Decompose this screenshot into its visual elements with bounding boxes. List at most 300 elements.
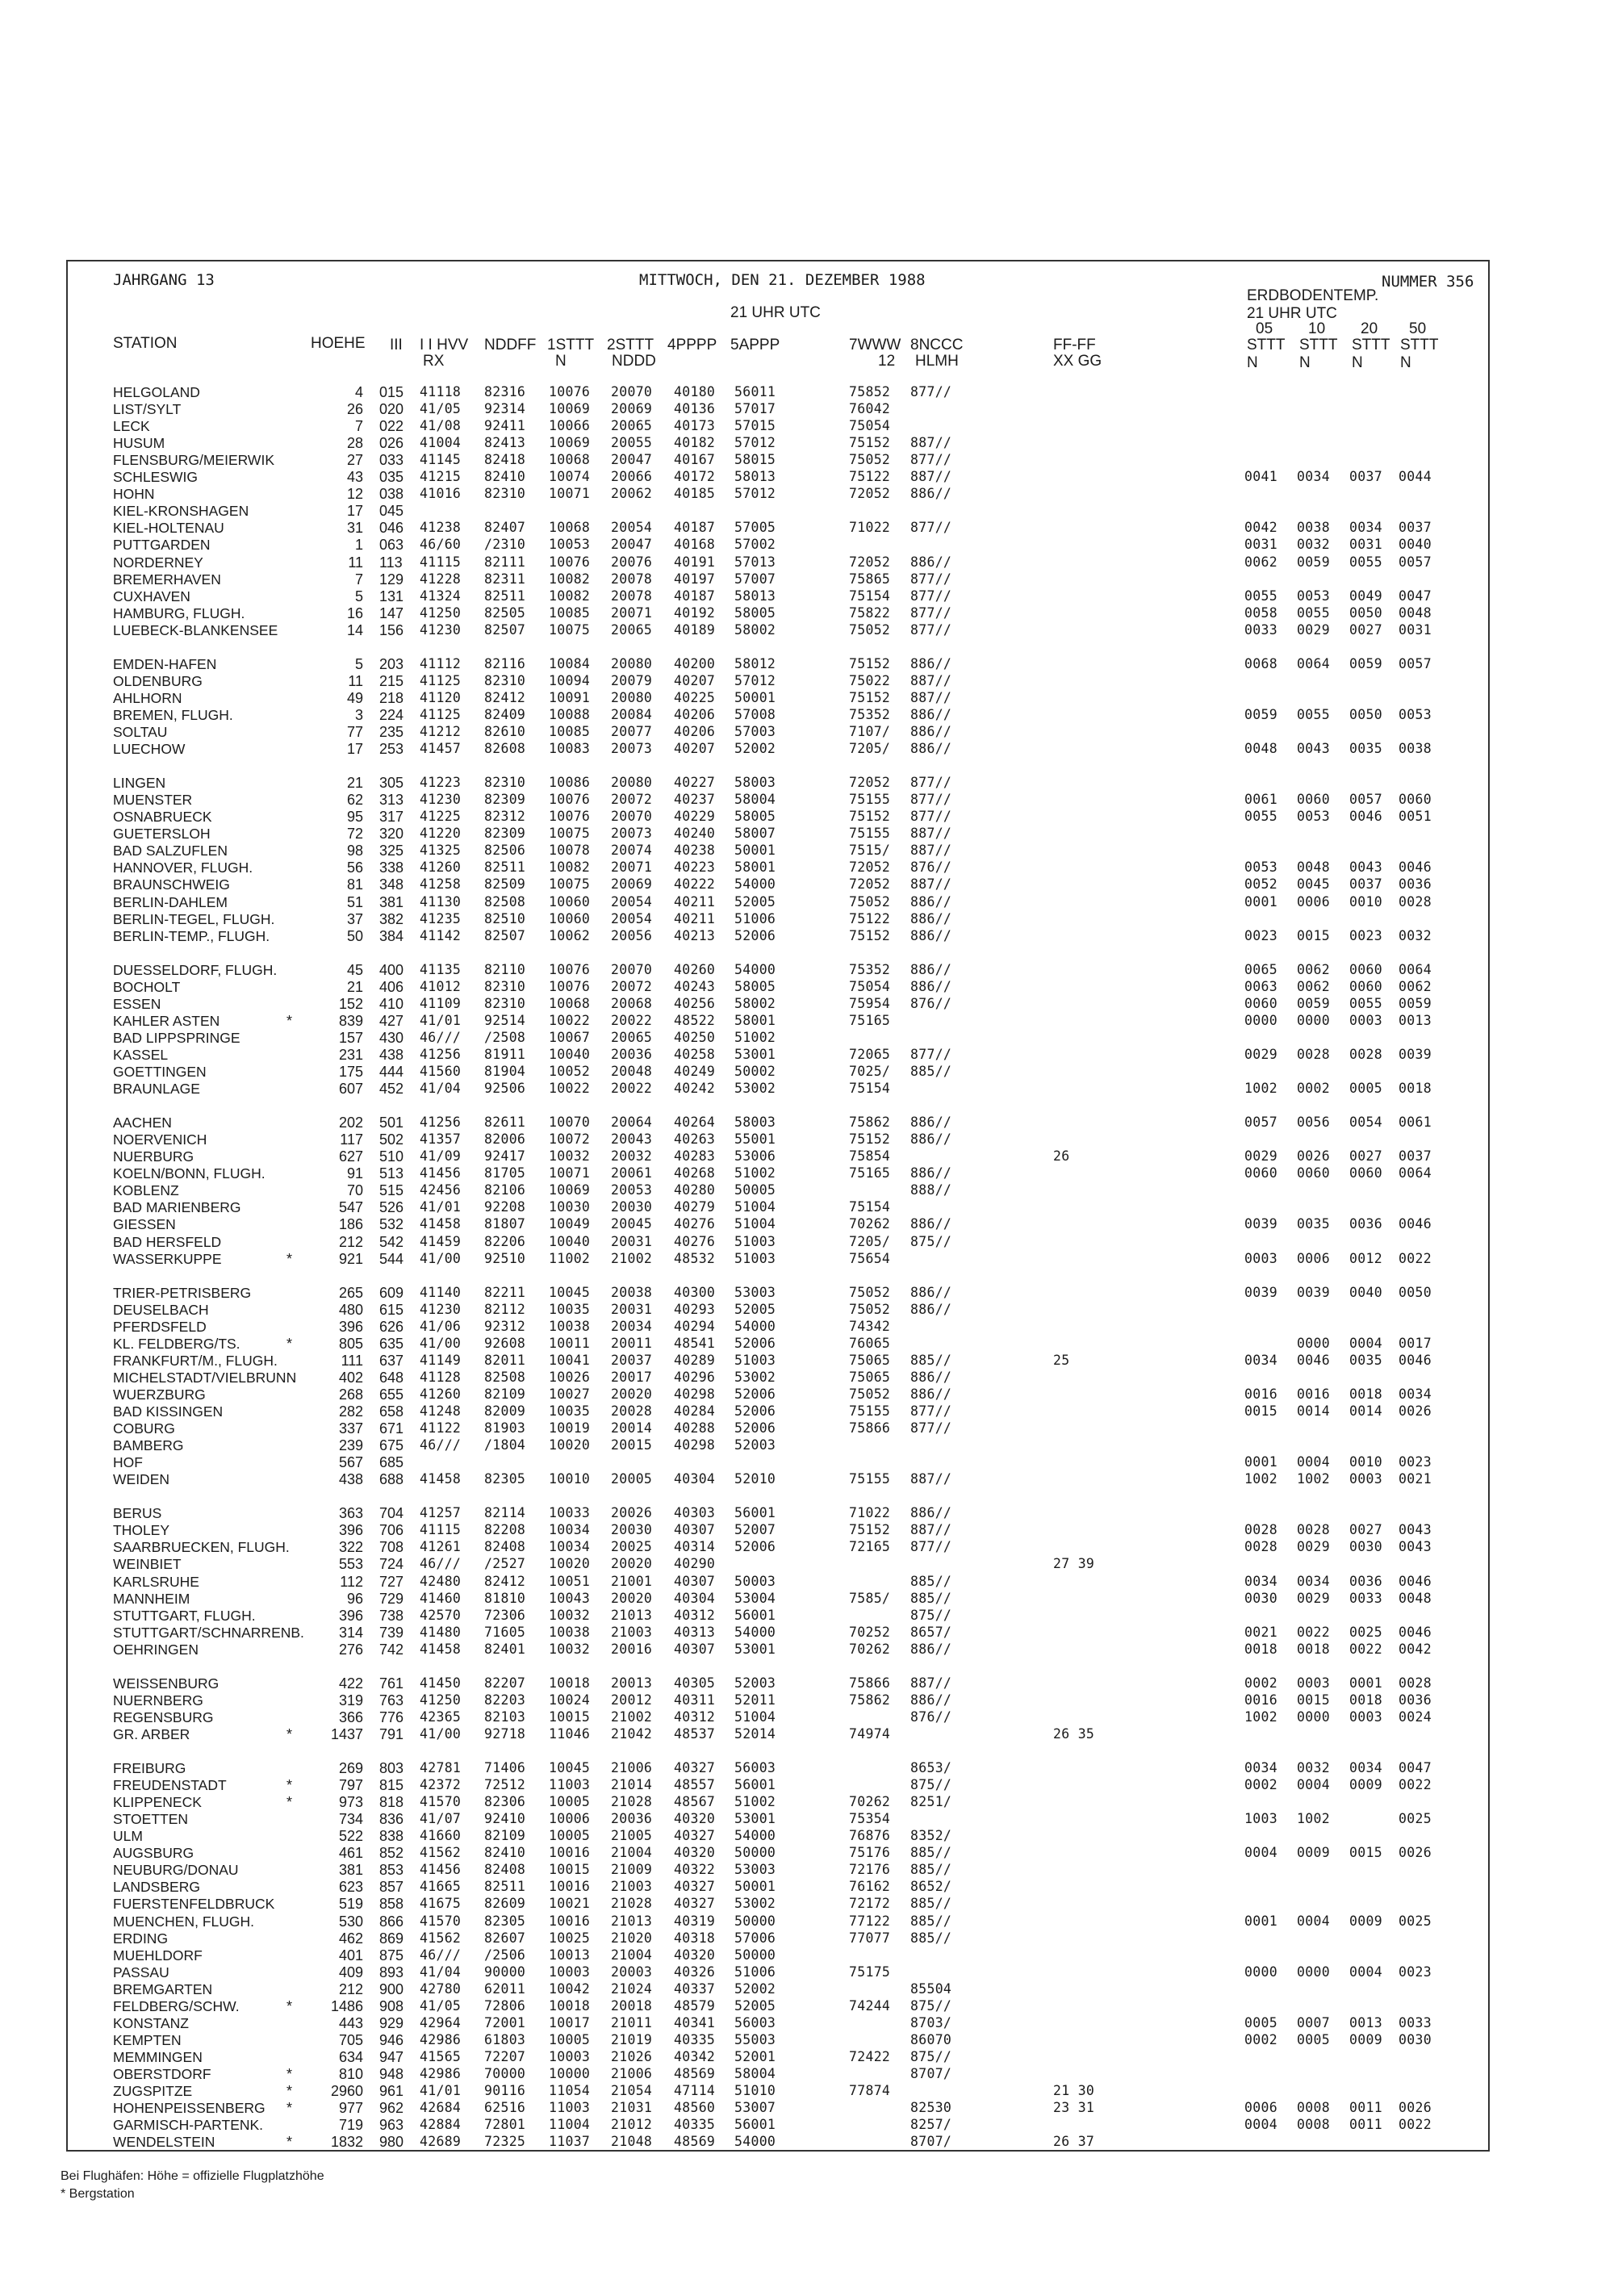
cell-4pppp: 40243 <box>674 978 716 994</box>
cell-soil-05: 0029 <box>1244 1046 1277 1062</box>
cell-7www: 75822 <box>849 604 891 621</box>
station-id: 615 <box>379 1301 404 1318</box>
station-id: 384 <box>379 927 404 944</box>
cell-soil-20: 0005 <box>1349 1081 1382 1097</box>
cell-soil-10: 0004 <box>1297 1913 1330 1929</box>
cell-8nccc: 8707/ <box>910 2065 952 2081</box>
cell-8nccc: 876// <box>910 1708 952 1725</box>
cell-1sttt: 10075 <box>549 621 591 638</box>
station-id: 838 <box>379 1828 404 1845</box>
cell-2sttt: 21001 <box>611 1573 653 1589</box>
table-row <box>0 1403 1614 1420</box>
cell-nddff: 82109 <box>484 1828 526 1844</box>
table-row <box>0 1913 1614 1930</box>
cell-soil-05: 1002 <box>1244 1081 1277 1097</box>
cell-1sttt: 10088 <box>549 706 591 722</box>
cell-1sttt: 10074 <box>549 469 591 485</box>
station-name: SAARBRUECKEN, FLUGH. <box>113 1539 290 1556</box>
cell-4pppp: 40311 <box>674 1692 716 1708</box>
cell-7www: 75052 <box>849 1301 891 1317</box>
station-name: BERLIN-TEGEL, FLUGH. <box>113 910 275 927</box>
station-name: BAD KISSINGEN <box>113 1403 224 1420</box>
cell-soil-05: 0028 <box>1244 1522 1277 1538</box>
cell-7www: 72176 <box>849 1862 891 1878</box>
table-row <box>0 1370 1614 1386</box>
station-height: 17 <box>346 741 363 758</box>
cell-1sttt: 11037 <box>549 2134 591 2150</box>
cell-4pppp: 40335 <box>674 2031 716 2047</box>
station-name: NORDERNEY <box>113 554 203 571</box>
cell-irixhvv: 41115 <box>420 1522 462 1538</box>
col-ffff-sub: XX GG <box>1053 353 1102 370</box>
table-row <box>0 1386 1614 1403</box>
cell-soil-10: 0059 <box>1297 995 1330 1011</box>
cell-2sttt: 20068 <box>611 995 653 1011</box>
cell-5appp: 58001 <box>734 859 776 876</box>
cell-irixhvv: 41135 <box>420 961 462 977</box>
mountain-marker: * <box>286 1335 293 1352</box>
cell-irixhvv: 41120 <box>420 689 462 705</box>
cell-8nccc: 86070 <box>910 2031 952 2047</box>
cell-5appp: 50002 <box>734 1064 776 1079</box>
station-height: 3 <box>354 706 363 723</box>
cell-soil-10: 0008 <box>1297 2117 1330 2133</box>
cell-irixhvv: 41118 <box>420 384 462 399</box>
station-height: 91 <box>346 1165 363 1182</box>
cell-4pppp: 40320 <box>674 1845 716 1861</box>
table-row <box>0 792 1614 808</box>
cell-nddff: 82111 <box>484 554 526 570</box>
cell-4pppp: 40288 <box>674 1420 716 1437</box>
cell-soil-50: 0043 <box>1399 1539 1432 1555</box>
cell-4pppp: 40197 <box>674 571 716 587</box>
station-id: 875 <box>379 1947 404 1964</box>
station-name: STOETTEN <box>113 1811 189 1828</box>
cell-2sttt: 20069 <box>611 401 653 417</box>
cell-1sttt: 10016 <box>549 1845 591 1861</box>
cell-nddff: 82203 <box>484 1692 526 1708</box>
cell-8nccc: 877// <box>910 775 952 791</box>
station-height: 7 <box>354 571 363 588</box>
table-row <box>0 1675 1614 1692</box>
table-row <box>0 418 1614 434</box>
cell-soil-20: 0054 <box>1349 1115 1382 1131</box>
cell-4pppp: 40200 <box>674 655 716 671</box>
cell-soil-10: 1002 <box>1297 1471 1330 1487</box>
cell-soil-05: 0029 <box>1244 1148 1277 1165</box>
station-height: 202 <box>338 1115 363 1131</box>
cell-1sttt: 11046 <box>549 1725 591 1742</box>
cell-nddff: 82116 <box>484 655 526 671</box>
station-height: 5 <box>354 588 363 604</box>
cell-nddff: 81903 <box>484 1420 526 1437</box>
cell-soil-20: 0010 <box>1349 893 1382 910</box>
cell-8nccc: 8703/ <box>910 2014 952 2030</box>
cell-nddff: 82410 <box>484 469 526 485</box>
cell-2sttt: 21011 <box>611 2014 653 2030</box>
cell-irixhvv: 46/60 <box>420 537 462 553</box>
cell-2sttt: 20017 <box>611 1369 653 1385</box>
cell-nddff: 82407 <box>484 520 526 536</box>
table-row <box>0 1981 1614 1997</box>
table-row <box>0 2015 1614 2031</box>
cell-4pppp: 40167 <box>674 452 716 468</box>
table-row <box>0 1216 1614 1232</box>
station-name: COBURG <box>113 1420 175 1437</box>
cell-4pppp: 40296 <box>674 1369 716 1385</box>
cell-irixhvv: 41/04 <box>420 1081 462 1097</box>
cell-irixhvv: 42456 <box>420 1182 462 1198</box>
cell-8nccc: 886// <box>910 927 952 943</box>
cell-5appp: 50000 <box>734 1913 776 1929</box>
cell-2sttt: 20054 <box>611 910 653 926</box>
cell-nddff: /2310 <box>484 537 526 553</box>
cell-nddff: 61803 <box>484 2031 526 2047</box>
cell-nddff: 92718 <box>484 1725 526 1742</box>
table-row <box>0 520 1614 536</box>
cell-5appp: 54000 <box>734 2134 776 2150</box>
station-height: 719 <box>338 2117 363 2134</box>
cell-soil-20: 0027 <box>1349 1148 1382 1165</box>
station-id: 655 <box>379 1386 404 1403</box>
cell-5appp: 57007 <box>734 571 776 587</box>
station-name: MUEHLDORF <box>113 1947 203 1964</box>
table-row <box>0 1454 1614 1470</box>
table-row <box>0 1081 1614 1097</box>
cell-2sttt: 20034 <box>611 1318 653 1334</box>
cell-1sttt: 10082 <box>549 571 591 587</box>
table-row <box>0 2100 1614 2116</box>
cell-soil-05: 0041 <box>1244 469 1277 485</box>
cell-nddff: 82207 <box>484 1675 526 1691</box>
cell-nddff: 82305 <box>484 1913 526 1929</box>
station-height: 607 <box>338 1081 363 1098</box>
station-id: 724 <box>379 1556 404 1573</box>
station-name: ULM <box>113 1828 143 1845</box>
cell-7www: 72172 <box>849 1896 891 1912</box>
cell-nddff: 82412 <box>484 1573 526 1589</box>
cell-soil-10: 0060 <box>1297 792 1330 808</box>
station-id: 761 <box>379 1675 404 1692</box>
cell-soil-50: 0053 <box>1399 706 1432 722</box>
station-id: 815 <box>379 1777 404 1794</box>
cell-5appp: 51003 <box>734 1352 776 1368</box>
cell-soil-20: 0028 <box>1349 1046 1382 1062</box>
table-row <box>0 1471 1614 1487</box>
cell-5appp: 50000 <box>734 1845 776 1861</box>
table-row <box>0 2049 1614 2065</box>
cell-1sttt: 10051 <box>549 1573 591 1589</box>
cell-irixhvv: 41215 <box>420 469 462 485</box>
cell-irixhvv: 42964 <box>420 2014 462 2030</box>
station-height: 530 <box>338 1913 363 1930</box>
cell-7www: 75152 <box>849 655 891 671</box>
cell-8nccc: 877// <box>910 1420 952 1437</box>
cell-5appp: 57002 <box>734 537 776 553</box>
cell-4pppp: 40276 <box>674 1233 716 1249</box>
cell-8nccc: 887// <box>910 1522 952 1538</box>
table-row <box>0 1574 1614 1590</box>
cell-2sttt: 20054 <box>611 893 653 910</box>
station-height: 1 <box>354 537 363 554</box>
station-id: 406 <box>379 978 404 995</box>
cell-irixhvv: 41256 <box>420 1046 462 1062</box>
station-id: 893 <box>379 1964 404 1980</box>
cell-irixhvv: 42684 <box>420 2100 462 2116</box>
station-id: 033 <box>379 452 404 469</box>
cell-soil-10: 0059 <box>1297 554 1330 570</box>
cell-irixhvv: 41012 <box>420 978 462 994</box>
cell-7www: 75152 <box>849 809 891 825</box>
cell-8nccc: 886// <box>910 1641 952 1657</box>
cell-nddff: 82401 <box>484 1641 526 1657</box>
cell-7www: 75862 <box>849 1115 891 1131</box>
cell-7www: 75052 <box>849 621 891 638</box>
cell-irixhvv: 41/05 <box>420 1997 462 2014</box>
cell-5appp: 53002 <box>734 1081 776 1097</box>
station-name: AACHEN <box>113 1115 172 1131</box>
cell-4pppp: 40258 <box>674 1046 716 1062</box>
station-id: 542 <box>379 1233 404 1250</box>
cell-7www: 70262 <box>849 1794 891 1810</box>
cell-2sttt: 20065 <box>611 1029 653 1045</box>
station-name: KASSEL <box>113 1046 169 1063</box>
cell-soil-20: 0023 <box>1349 927 1382 943</box>
cell-8nccc: 8657/ <box>910 1624 952 1640</box>
station-name: WENDELSTEIN <box>113 2134 215 2151</box>
table-row <box>0 1625 1614 1641</box>
station-height: 37 <box>346 910 363 927</box>
cell-1sttt: 10076 <box>549 809 591 825</box>
station-id: 526 <box>379 1199 404 1216</box>
station-height: 1486 <box>330 1997 363 2014</box>
cell-1sttt: 10070 <box>549 1115 591 1131</box>
cell-8nccc: 8652/ <box>910 1879 952 1895</box>
cell-soil-10: 0002 <box>1297 1081 1330 1097</box>
table-row <box>0 1336 1614 1352</box>
mountain-marker: * <box>286 2065 293 2082</box>
col-n-50: N <box>1400 354 1411 371</box>
cell-irixhvv: 41/04 <box>420 1964 462 1980</box>
station-name: CUXHAVEN <box>113 588 190 604</box>
cell-soil-10: 0032 <box>1297 1760 1330 1776</box>
cell-soil-20: 0018 <box>1349 1692 1382 1708</box>
table-row <box>0 1608 1614 1624</box>
cell-soil-10: 0055 <box>1297 604 1330 621</box>
cell-2sttt: 21019 <box>611 2031 653 2047</box>
station-id: 727 <box>379 1573 404 1590</box>
cell-4pppp: 40168 <box>674 537 716 553</box>
table-row <box>0 1199 1614 1215</box>
cell-irixhvv: 41212 <box>420 724 462 739</box>
cell-soil-50: 0026 <box>1399 2100 1432 2116</box>
cell-5appp: 58005 <box>734 604 776 621</box>
station-height: 212 <box>338 1980 363 1997</box>
col-8nccc: 8NCCC <box>910 337 964 353</box>
cell-2sttt: 21006 <box>611 2065 653 2081</box>
cell-7www: 75155 <box>849 1471 891 1487</box>
station-name: WEINBIET <box>113 1556 182 1573</box>
station-height: 72 <box>346 826 363 843</box>
cell-1sttt: 10066 <box>549 418 591 434</box>
cell-7www: 75165 <box>849 1012 891 1028</box>
cell-soil-10: 0029 <box>1297 1539 1330 1555</box>
cell-8nccc: 886// <box>910 1369 952 1385</box>
cell-soil-10: 1002 <box>1297 1811 1330 1827</box>
cell-8nccc: 877// <box>910 1539 952 1555</box>
cell-soil-10: 0004 <box>1297 1777 1330 1793</box>
cell-soil-50: 0057 <box>1399 554 1432 570</box>
cell-2sttt: 20054 <box>611 520 653 536</box>
cell-2sttt: 20077 <box>611 724 653 739</box>
table-row <box>0 656 1614 672</box>
issue-number: NUMMER 356 <box>1382 273 1474 291</box>
cell-7www: 72052 <box>849 859 891 876</box>
cell-1sttt: 10060 <box>549 893 591 910</box>
cell-irixhvv: 41250 <box>420 1692 462 1708</box>
station-height: 11 <box>348 554 363 571</box>
cell-soil-05: 0006 <box>1244 2100 1277 2116</box>
cell-irixhvv: 41238 <box>420 520 462 536</box>
cell-nddff: 82611 <box>484 1115 526 1131</box>
cell-soil-05: 0065 <box>1244 961 1277 977</box>
table-row <box>0 1862 1614 1878</box>
cell-soil-10: 0026 <box>1297 1148 1330 1165</box>
station-name: SCHLESWIG <box>113 469 199 486</box>
cell-8nccc: 886// <box>910 1301 952 1317</box>
cell-2sttt: 20045 <box>611 1216 653 1232</box>
cell-5appp: 51006 <box>734 1964 776 1980</box>
station-id: 675 <box>379 1437 404 1454</box>
table-row <box>0 1251 1614 1267</box>
cell-5appp: 54000 <box>734 1828 776 1844</box>
cell-5appp: 56011 <box>734 384 776 399</box>
cell-5appp: 52014 <box>734 1725 776 1742</box>
cell-5appp: 55003 <box>734 2031 776 2047</box>
cell-nddff: 82310 <box>484 672 526 688</box>
table-row <box>0 503 1614 519</box>
station-id: 857 <box>379 1879 404 1896</box>
station-height: 438 <box>338 1471 363 1488</box>
cell-7www: 75065 <box>849 1352 891 1368</box>
station-name: NUERNBERG <box>113 1692 203 1708</box>
cell-4pppp: 40294 <box>674 1318 716 1334</box>
cell-soil-20: 0027 <box>1349 621 1382 638</box>
station-name: BAD LIPPSPRINGE <box>113 1029 240 1046</box>
cell-7www: 74244 <box>849 1997 891 2014</box>
cell-5appp: 51002 <box>734 1165 776 1181</box>
station-height: 409 <box>338 1964 363 1980</box>
cell-irixhvv: 41456 <box>420 1862 462 1878</box>
cell-irixhvv: 41450 <box>420 1675 462 1691</box>
cell-soil-05: 0055 <box>1244 809 1277 825</box>
station-height: 51 <box>346 893 363 910</box>
cell-nddff: 82208 <box>484 1522 526 1538</box>
station-height: 553 <box>338 1556 363 1573</box>
cell-soil-05: 0057 <box>1244 1115 1277 1131</box>
cell-2sttt: 20013 <box>611 1675 653 1691</box>
table-row <box>0 1030 1614 1046</box>
mountain-marker: * <box>286 2100 293 2117</box>
station-name: GARMISCH-PARTENK. <box>113 2117 264 2134</box>
station-height: 567 <box>338 1454 363 1471</box>
cell-nddff: 82505 <box>484 604 526 621</box>
cell-irixhvv: 41570 <box>420 1794 462 1810</box>
cell-nddff: 82310 <box>484 775 526 791</box>
cell-2sttt: 20031 <box>611 1301 653 1317</box>
cell-5appp: 58013 <box>734 588 776 604</box>
cell-5appp: 51003 <box>734 1250 776 1266</box>
cell-4pppp: 40206 <box>674 706 716 722</box>
cell-1sttt: 10060 <box>549 910 591 926</box>
station-name: KIEL-HOLTENAU <box>113 520 224 537</box>
cell-nddff: /1804 <box>484 1437 526 1453</box>
cell-nddff: 92506 <box>484 1081 526 1097</box>
cell-4pppp: 40207 <box>674 741 716 757</box>
cell-soil-20: 0009 <box>1349 1913 1382 1929</box>
cell-1sttt: 10032 <box>549 1148 591 1165</box>
cell-2sttt: 21013 <box>611 1607 653 1623</box>
station-id: 338 <box>379 859 404 876</box>
cell-1sttt: 10086 <box>549 775 591 791</box>
station-id: 215 <box>379 672 404 689</box>
cell-soil-05: 0002 <box>1244 2031 1277 2047</box>
cell-2sttt: 20005 <box>611 1471 653 1487</box>
cell-irixhvv: 46/// <box>420 1437 462 1453</box>
station-id: 400 <box>379 961 404 978</box>
cell-8nccc: 886// <box>910 655 952 671</box>
cell-soil-10: 0000 <box>1297 1708 1330 1725</box>
cell-8nccc: 875// <box>910 1777 952 1793</box>
cell-4pppp: 40342 <box>674 2048 716 2064</box>
cell-1sttt: 10005 <box>549 1828 591 1844</box>
cell-soil-20: 0009 <box>1349 2031 1382 2047</box>
cell-7www: 74974 <box>849 1725 891 1742</box>
cell-2sttt: 21009 <box>611 1862 653 1878</box>
cell-7www: 75054 <box>849 418 891 434</box>
cell-soil-10: 0053 <box>1297 809 1330 825</box>
cell-nddff: 82418 <box>484 452 526 468</box>
cell-1sttt: 10035 <box>549 1301 591 1317</box>
table-row <box>0 486 1614 502</box>
cell-7www: 74342 <box>849 1318 891 1334</box>
station-name: BREMGARTEN <box>113 1980 213 1997</box>
cell-nddff: 72325 <box>484 2134 526 2150</box>
station-height: 43 <box>346 469 363 486</box>
station-id: 129 <box>379 571 404 588</box>
station-id: 235 <box>379 724 404 740</box>
depth-10: 10 <box>1308 320 1326 337</box>
station-id: 742 <box>379 1641 404 1658</box>
cell-soil-20: 0060 <box>1349 961 1382 977</box>
cell-soil-50: 0046 <box>1399 1216 1432 1232</box>
cell-irixhvv: 41228 <box>420 571 462 587</box>
cell-nddff: 82608 <box>484 741 526 757</box>
station-name: LECK <box>113 418 150 435</box>
cell-2sttt: 20073 <box>611 826 653 842</box>
cell-7www: 75052 <box>849 893 891 910</box>
cell-nddff: 82009 <box>484 1403 526 1419</box>
cell-soil-05: 0016 <box>1244 1386 1277 1402</box>
cell-7www: 72165 <box>849 1539 891 1555</box>
cell-nddff: 92510 <box>484 1250 526 1266</box>
col-1sttt-n: N <box>555 353 567 370</box>
cell-2sttt: 20011 <box>611 1335 653 1351</box>
cell-soil-50: 0047 <box>1399 588 1432 604</box>
cell-5appp: 57008 <box>734 706 776 722</box>
station-id: 869 <box>379 1930 404 1947</box>
cell-8nccc: 886// <box>910 1284 952 1300</box>
